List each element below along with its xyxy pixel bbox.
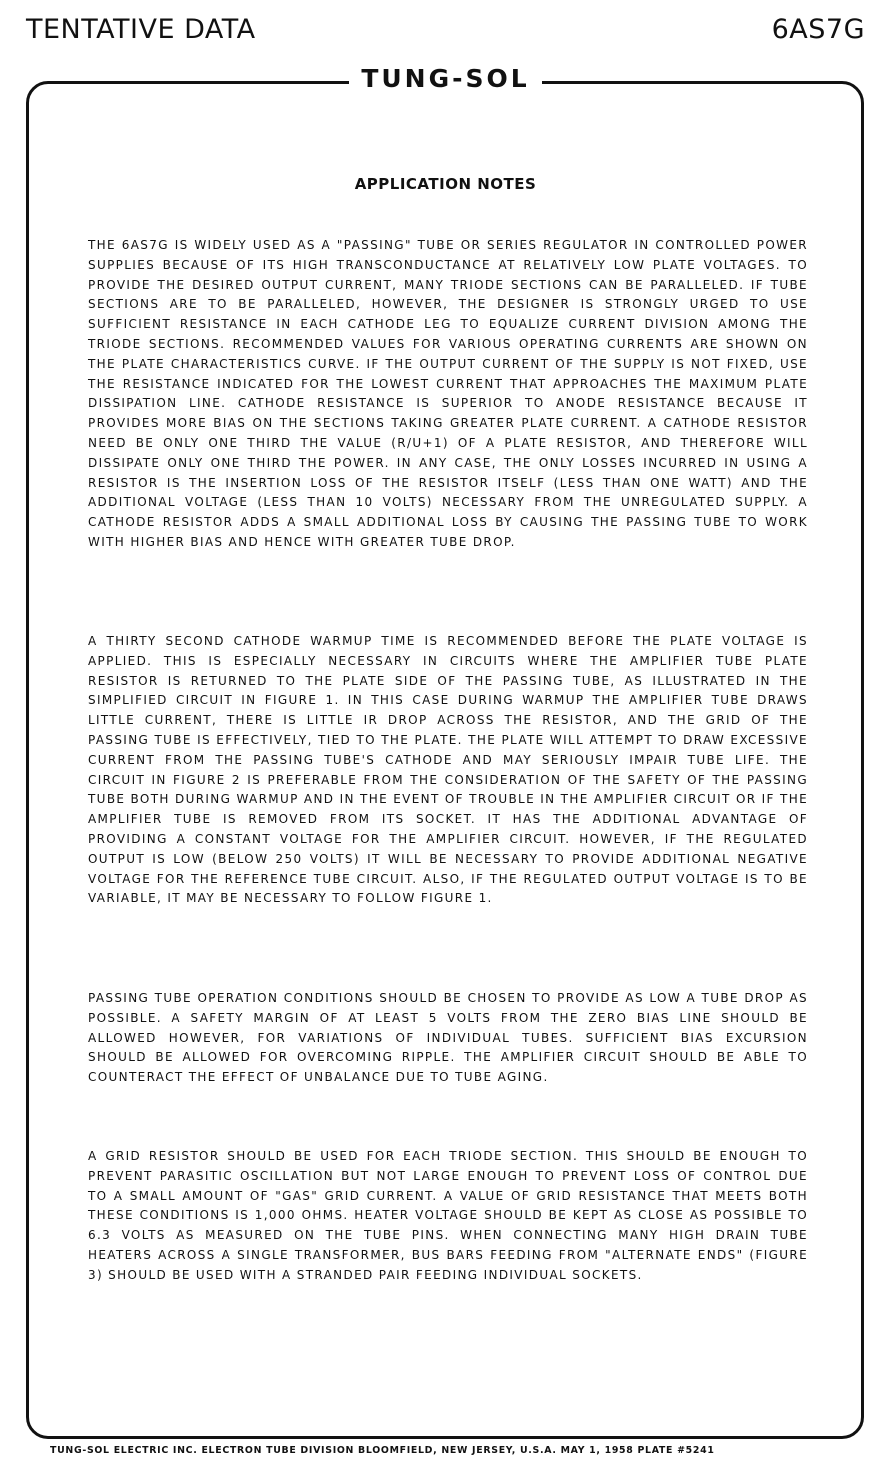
paragraph-warmup: A THIRTY SECOND CATHODE WARMUP TIME IS RECOMMENDED BEFORE THE PLATE VOLTAGE IS APPLIED. THIS IS ESPECIALLY NECESSARY IN CIRCUITS WHERE THE AMPLIFIER TUBE PLATE RESISTOR IS RETURNED TO THE PLATE SIDE OF THE PASSING TUBE, AS ILLUSTRATED IN THE SIMPLIFIED CIRCUIT IN FIGURE 1. IN THIS CASE DURING WARMUP THE AMPLIFIER TUBE DRAWS LITTLE CURRENT, THERE IS LITTLE IR DROP ACROSS THE RESISTOR, AND THE GRID OF THE PASSING TUBE IS EFFECTIVELY, TIED TO THE PLATE. THE PLATE WILL ATTEMPT TO DRAW EXCESSIVE CURRENT FROM THE PASSING TUBE'S CATHODE AND MAY SERIOUSLY IMPAIR TUBE LIFE. THE CIRCUIT IN FIGURE 2 IS PREFERABLE FROM THE CONSIDERATION OF THE SAFETY OF THE PASSING TUBE BOTH DURING WARMUP AND IN THE EVENT OF TROUBLE IN THE AMPLIFIER CIRCUIT OR IF THE AMPLIFIER TUBE IS REMOVED FROM ITS SOCKET. IT HAS THE ADDITIONAL ADVANTAGE OF PROVIDING A CONSTANT VOLTAGE FOR THE AMPLIFIER CIRCUIT. HOWEVER, IF THE REGULATED OUTPUT IS LOW (BELOW 250 VOLTS) IT WILL BE NECESSARY TO PROVIDE ADDITIONAL NEGATIVE VOLTAGE FOR THE REFERENCE TUBE CIRCUIT. ALSO, IF THE REGULATED OUTPUT VOLTAGE IS TO BE VARIABLE, IT MAY BE NECESSARY TO FOLLOW FIGURE 1. [88, 634, 808, 906]
paragraph-passing-tube: THE 6AS7G IS WIDELY USED AS A "PASSING" TUBE OR SERIES REGULATOR IN CONTROLLED POWER SUPPLIES BECAUSE OF ITS HIGH TRANSCONDUCTANCE AT RELATIVELY LOW PLATE VOLTAGES. TO PROVIDE THE DESIRED OUTPUT CURRENT, MANY TRIODE SECTIONS CAN BE PARALLELED. IF TUBE SECTIONS ARE TO BE PARALLELED, HOWEVER, THE DESIGNER IS STRONGLY URGED TO USE SUFFICIENT RESISTANCE IN EACH CATHODE LEG TO EQUALIZE CURRENT DIVISION AMONG THE TRIODE SECTIONS. RECOMMENDED VALUES FOR VARIOUS OPERATING CURRENTS ARE SHOWN ON THE PLATE CHARACTERISTICS CURVE. IF THE OUTPUT CURRENT OF THE SUPPLY IS NOT FIXED, USE THE RESISTANCE INDICATED FOR THE LOWEST CURRENT THAT APPROACHES THE MAXIMUM PLATE DISSIPATION LINE. CATHODE RESISTANCE IS SUPERIOR TO ANODE RESISTANCE BECAUSE IT PROVIDES MORE BIAS ON THE SECTIONS TAKING GREATER PLATE CURRENT. A CATHODE RESISTOR NEED BE ONLY ONE THIRD THE VALUE (R/U+1) OF A PLATE RESISTOR, AND THEREFORE WILL DISSIPATE ONLY ONE THIRD THE POWER. IN ANY CASE, THE ONLY LOSSES INCURRED IN USING A RESISTOR IS THE INSERTION LOSS OF THE RESISTOR ITSELF (LESS THAN ONE WATT) AND THE ADDITIONAL VOLTAGE (LESS THAN 10 VOLTS) NECESSARY FROM THE UNREGULATED SUPPLY. A CATHODE RESISTOR ADDS A SMALL ADDITIONAL LOSS BY CAUSING THE PASSING TUBE TO WORK WITH HIGHER BIAS AND HENCE WITH GREATER TUBE DROP. [88, 238, 808, 549]
page-footer: TUNG-SOL ELECTRIC INC. ELECTRON TUBE DIVISION BLOOMFIELD, NEW JERSEY, U.S.A. MAY 1, 1958 PLATE #5241 [50, 1445, 715, 1456]
brand-logo [0, 64, 891, 93]
brand-name: TUNG-SOL [349, 64, 541, 93]
paragraph-operation-conditions: PASSING TUBE OPERATION CONDITIONS SHOULD BE CHOSEN TO PROVIDE AS LOW A TUBE DROP AS POSSIBLE. A SAFETY MARGIN OF AT LEAST 5 VOLTS FROM THE ZERO BIAS LINE SHOULD BE ALLOWED HOWEVER, FOR VARIATIONS OF INDIVIDUAL TUBES. SUFFICIENT BIAS EXCURSION SHOULD BE ALLOWED FOR OVERCOMING RIPPLE. THE AMPLIFIER CIRCUIT SHOULD BE ABLE TO COUNTERACT THE EFFECT OF UNBALANCE DUE TO TUBE AGING. [88, 991, 808, 1085]
tube-type-label: 6AS7G [771, 14, 865, 45]
section-heading: APPLICATION NOTES [354, 175, 537, 193]
paragraph-grid-resistor: A GRID RESISTOR SHOULD BE USED FOR EACH TRIODE SECTION. THIS SHOULD BE ENOUGH TO PREVENT PARASITIC OSCILLATION BUT NOT LARGE ENOUGH TO PREVENT LOSS OF CONTROL DUE TO A SMALL AMOUNT OF "GAS" GRID CURRENT. A VALUE OF GRID RESISTANCE THAT MEETS BOTH THESE CONDITIONS IS 1,000 OHMS. HEATER VOLTAGE SHOULD BE KEPT AS CLOSE AS POSSIBLE TO 6.3 VOLTS AS MEASURED ON THE TUBE PINS. WHEN CONNECTING MANY HIGH DRAIN TUBE HEATERS ACROSS A SINGLE TRANSFORMER, BUS BARS FEEDING FROM "ALTERNATE ENDS" (FIGURE 3) SHOULD BE USED WITH A STRANDED PAIR FEEDING INDIVIDUAL SOCKETS. [88, 1149, 808, 1282]
document-title: TENTATIVE DATA [26, 14, 256, 45]
